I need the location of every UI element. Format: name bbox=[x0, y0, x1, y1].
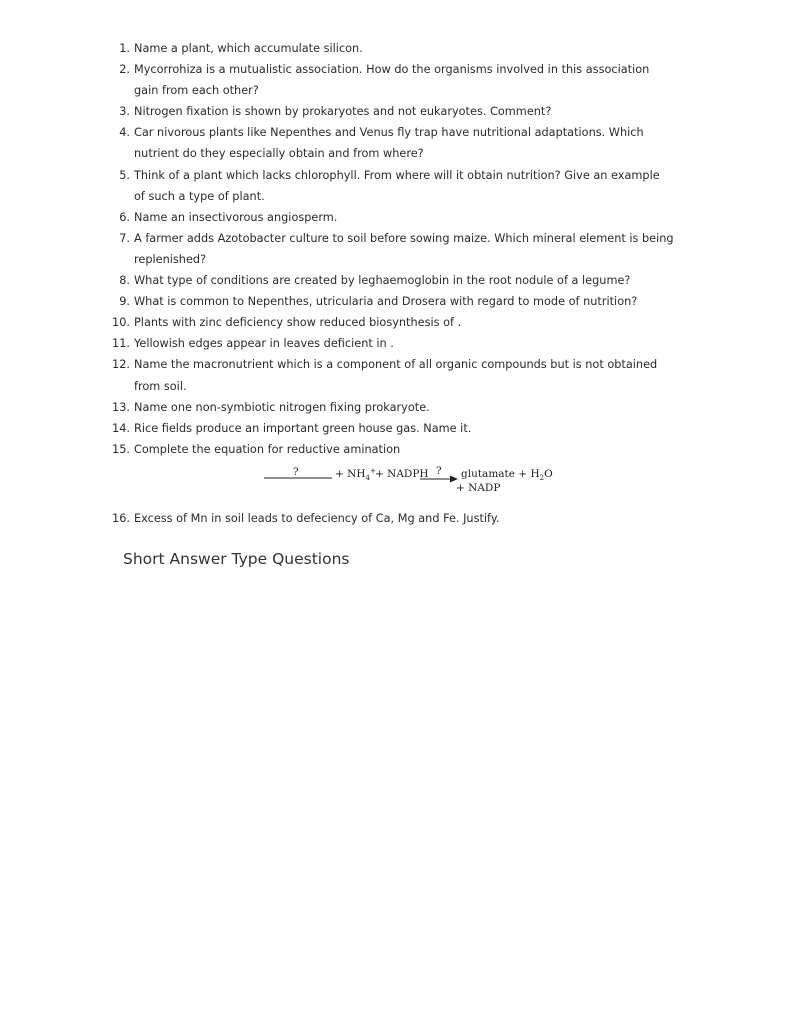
question-number: 1. bbox=[119, 42, 130, 55]
reductive-amination-equation bbox=[0, 460, 791, 508]
glutamate-term bbox=[461, 468, 553, 482]
question-text: Complete the equation for reductive amination bbox=[134, 442, 401, 456]
question-item bbox=[0, 165, 791, 207]
blank-question-mark: ? bbox=[293, 465, 299, 478]
question-item bbox=[0, 291, 791, 312]
question-number: 13. bbox=[112, 400, 130, 414]
question-text: Plants with zinc deficiency show reduced biosynthesis of . bbox=[134, 316, 462, 330]
water-oxygen: O bbox=[544, 467, 553, 480]
question-text: Name a plant, which accumulate silicon. bbox=[134, 42, 363, 55]
question-item bbox=[0, 312, 791, 333]
ammonium-charge: + bbox=[369, 466, 376, 475]
question-item bbox=[0, 354, 791, 396]
question-number: 4. bbox=[119, 126, 130, 140]
question-text: Think of a plant which lacks chlorophyll. From where will it obtain nutrition? Give an example of such a type of plant. bbox=[134, 168, 660, 203]
question-number: 5. bbox=[119, 168, 130, 182]
question-text: Car nivorous plants like Nepenthes and Venus fly trap have nutritional adaptations. Which nutrient do they especially obtain and from where? bbox=[134, 126, 644, 161]
question-text: Mycorrohiza is a mutualistic association. How do the organisms involved in this association gain from each other? bbox=[134, 63, 650, 98]
question-text: What is common to Nepenthes, utricularia and Drosera with regard to mode of nutrition? bbox=[134, 295, 638, 309]
water-subscript: 2 bbox=[539, 473, 545, 482]
question-item bbox=[0, 397, 791, 418]
question-item bbox=[0, 101, 791, 122]
ammonium-subscript: 4 bbox=[365, 473, 370, 482]
question-item bbox=[0, 59, 791, 101]
question-text: Yellowish edges appear in leaves deficient in . bbox=[134, 337, 394, 351]
question-text: Nitrogen fixation is shown by prokaryotes and not eukaryotes. Comment? bbox=[134, 105, 552, 119]
question-number: 14. bbox=[112, 421, 130, 435]
question-item bbox=[0, 38, 791, 59]
question-item bbox=[0, 207, 791, 228]
question-item bbox=[0, 333, 791, 354]
enzyme-question-mark: ? bbox=[436, 464, 442, 477]
question-text: A farmer adds Azotobacter culture to soil before sowing maize. Which mineral element is being replenished? bbox=[134, 231, 674, 266]
question-number: 11. bbox=[112, 337, 130, 351]
question-list bbox=[0, 38, 791, 529]
section-heading: Short Answer Type Questions bbox=[123, 550, 350, 568]
question-text: Name one non-symbiotic nitrogen fixing prokaryote. bbox=[134, 400, 430, 414]
equation-figure bbox=[262, 464, 562, 504]
question-text: Excess of Mn in soil leads to defeciency of Ca, Mg and Fe. Justify. bbox=[134, 511, 500, 525]
question-number: 9. bbox=[119, 295, 130, 309]
question-number: 10. bbox=[112, 316, 130, 330]
nadph-term: + NADPH bbox=[375, 467, 429, 480]
question-number: 6. bbox=[119, 210, 130, 224]
question-number: 2. bbox=[119, 63, 130, 77]
question-item bbox=[0, 228, 791, 270]
question-item bbox=[0, 270, 791, 291]
nadp-term: + NADP bbox=[456, 481, 501, 494]
question-text: Name the macronutrient which is a component of all organic compounds but is not obtained from soil. bbox=[134, 358, 658, 393]
question-number: 16. bbox=[112, 511, 130, 525]
question-number: 15. bbox=[112, 442, 130, 456]
question-text: What type of conditions are created by leghaemoglobin in the root nodule of a legume? bbox=[134, 274, 631, 288]
question-item bbox=[0, 508, 791, 529]
question-number: 7. bbox=[119, 231, 130, 245]
ammonium-label: + NH bbox=[335, 467, 366, 480]
question-text: Rice fields produce an important green house gas. Name it. bbox=[134, 421, 472, 435]
question-item bbox=[0, 418, 791, 439]
glutamate-label: glutamate + H bbox=[461, 467, 540, 480]
ammonium-term bbox=[335, 467, 376, 482]
question-item bbox=[0, 122, 791, 164]
question-text: Name an insectivorous angiosperm. bbox=[134, 210, 338, 224]
question-item bbox=[0, 439, 791, 460]
question-number: 3. bbox=[119, 105, 130, 119]
question-number: 12. bbox=[112, 358, 130, 372]
question-number: 8. bbox=[119, 274, 130, 288]
